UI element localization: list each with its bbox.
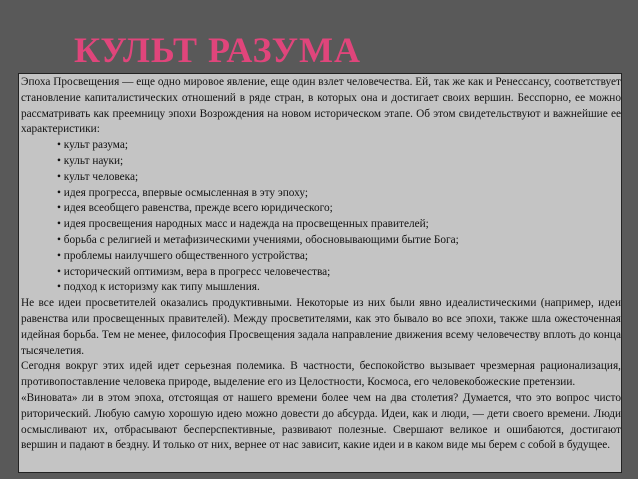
list-item: • культ человека; [57,170,621,186]
paragraph-polemic: Сегодня вокруг этих идей идет серьезная полемика. В частности, беспокойство вызывает чрезмерная рационализация, противопоставление человека природе, выделение его из Целостности, Космоса, его человекобожеские претензии. [21,360,621,389]
list-item: • проблемы наилучшего общественного устройства; [57,249,621,265]
paragraph-ideas: Не все идеи просветителей оказались продуктивными. Некоторые из них были явно идеалистическими (например, идеи равенства или просвещенных правителей). Между просветителями, как это бывало во все эпохи, также шла ожесточенная идейная борьба. Тем не менее, философия Просвещения задала направление движения всему человечеству вплоть до конца тысячелетия. [21,297,621,357]
list-item: • борьба с религией и метафизическими учениями, обосновывающими бытие Бога; [57,233,621,249]
list-item: • подход к историзму как типу мышления. [57,280,621,296]
slide-title: КУЛЬТ РАЗУМА [74,30,361,70]
content-text [21,75,621,454]
intro-paragraph: Эпоха Просвещения — еще одно мировое явление, еще один взлет человечества. Ей, так же как и Ренессансу, соответствует становление капиталистических отношений в ряде стран, в которых она и достигает своих вершин. Бесспорно, ее можно рассматривать как преемницу эпохи Возрождения на новом историческом этапе. Об этом свидетельствуют и важнейшие ее характеристики: [21,76,621,136]
list-item: • культ разума; [57,138,621,154]
list-item: • идея просвещения народных масс и надежда на просвещенных правителей; [57,217,621,233]
list-item: • идея прогресса, впервые осмысленная в эту эпоху; [57,186,621,202]
characteristics-list [21,138,621,296]
paragraph-conclusion: «Виновата» ли в этом эпоха, отстоящая от нашего времени более чем на два столетия? Думается, что это вопрос чисто риторический. Любую самую хорошую идею можно довести до абсурда. Идеи, как и люди, — дети своего времени. Люди осмысливают их, отбрасывают бесперспективные, развивают полезные. Свершают великое и ошибаются, достигают вершин и падают в бездну. И только от них, вернее от нас зависит, какие идеи и в каком виде мы берем с собой в будущее. [21,391,621,452]
list-item: • исторический оптимизм, вера в прогресс человечества; [57,265,621,281]
list-item: • культ науки; [57,154,621,170]
list-item: • идея всеобщего равенства, прежде всего юридического; [57,201,621,217]
